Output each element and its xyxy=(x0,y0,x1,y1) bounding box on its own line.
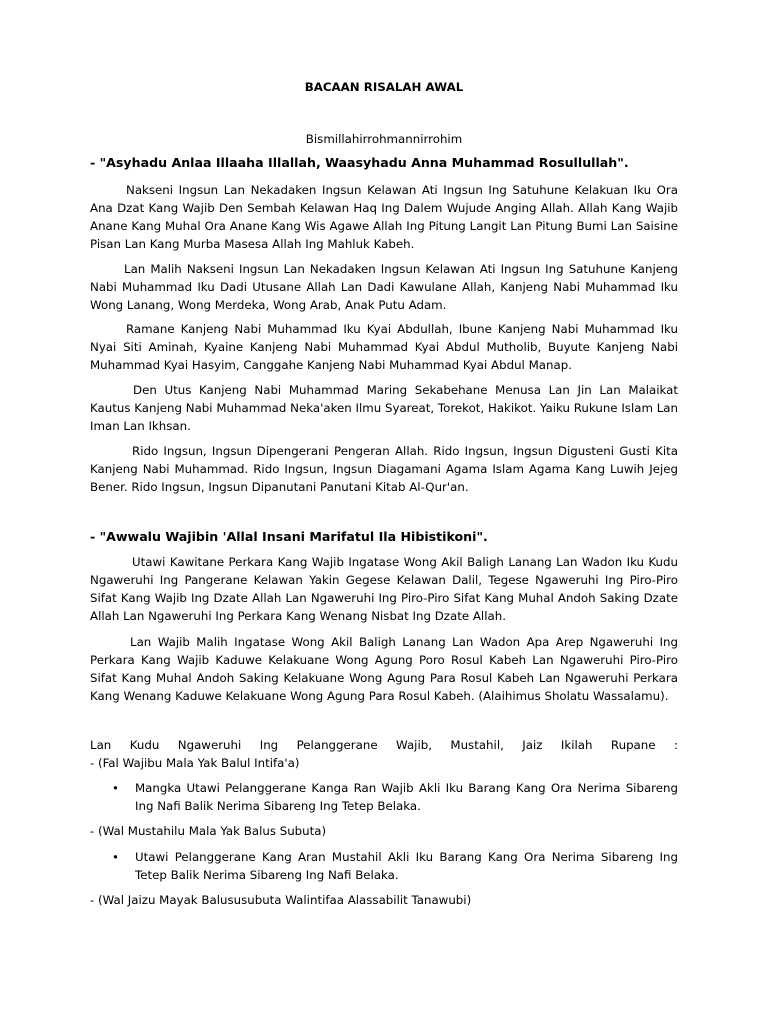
paragraph-4: Den Utus Kanjeng Nabi Muhammad Maring Sekabehane Menusa Lan Jin Lan Malaikat Kautus Kanjeng Nabi Muhammad Neka'aken Ilmu Syareat, Torekot, Hakikot. Yaiku Rukune Islam Lan Iman Lan Ikhsan. xyxy=(90,383,678,433)
paragraph-3: Ramane Kanjeng Nabi Muhammad Iku Kyai Abdullah, Ibune Kanjeng Nabi Muhammad Iku Nyai Siti Aminah, Kyaine Kanjeng Nabi Muhammad Kyai Abdul Mutholib, Buyute Kanjeng Nabi Muhammad Kyai Hasyim, Canggahe Kanjeng Nabi Muhammad Kyai Abdul Manap. xyxy=(90,322,678,372)
paragraph-5: Rido Ingsun, Ingsun Dipengerani Pengeran Allah. Rido Ingsun, Ingsun Digusteni Gusti Kita Kanjeng Nabi Muhammad. Rido Ingsun, Ingsun Diagamani Agama Islam Agama Kang Luwih Jejeg Bener. Rido Ingsun, Ingsun Dipanutani Panutani Kitab Al-Qur'an. xyxy=(90,444,678,494)
paragraph-6: Utawi Kawitane Perkara Kang Wajib Ingatase Wong Akil Baligh Lanang Lan Wadon Iku Kudu Ngaweruhi Ing Pangerane Kelawan Yakin Gegese Kelawan Dalil, Tegese Ngaweruhi Ing Piro-Piro Sifat Kang Wajib Ing Dzate Allah Lan Ngaweruhi Ing Piro-Piro Sifat Kang Muhal Andoh Saking Dzate Allah Lan Ngaweruhi Ing Perkara Kang Wenang Nisbat Ing Dzate Allah. xyxy=(90,555,678,623)
section-2-heading: - "Awwalu Wajibin 'Allal Insani Marifatul Ila Hibistikoni". xyxy=(90,529,488,544)
paragraph-7: Lan Wajib Malih Ingatase Wong Akil Baligh Lanang Lan Wadon Apa Arep Ngaweruhi Ing Perkara Kang Wajib Kaduwe Kelakuane Wong Agung Poro Rosul Kabeh Lan Ngaweruhi Piro-Piro Sifat Kang Muhal Andoh Saking Kelakuane Wong Agung Para Rosul Kabeh Lan Ngaweruhi Perkara Kang Wenang Kaduwe Kelakuane Wong Agung Para Rosul Kabeh. (Alaihimus Sholatu Wassalamu). xyxy=(90,635,678,703)
wal-mustahilu-line: - (Wal Mustahilu Mala Yak Balus Subuta) xyxy=(90,824,327,838)
wal-jaizu-line: - (Wal Jaizu Mayak Balususubuta Walintifaa Alassabilit Tanawubi) xyxy=(90,893,472,907)
bullet-item-mustahil: Utawi Pelanggerane Kang Aran Mustahil Akli Iku Barang Kang Ora Nerima Sibareng Ing Tetep Balik Nerima Sibareng Ing Nafi Belaka. xyxy=(135,850,678,882)
bullet-icon: • xyxy=(112,850,119,864)
bullet-icon: • xyxy=(112,781,119,795)
section-1-heading: - "Asyhadu Anlaa Illaaha Illallah, Waasyhadu Anna Muhammad Rosullullah". xyxy=(90,155,629,170)
fal-wajibu-line: - (Fal Wajibu Mala Yak Balul Intifa'a) xyxy=(90,756,300,770)
paragraph-1: Nakseni Ingsun Lan Nekadaken Ingsun Kelawan Ati Ingsun Ing Satuhune Kelakuan Iku Ora Ana Dzat Kang Wajib Den Sembah Kelawan Haq Ing Dalem Wujude Anging Allah. Allah Kang Wajib Anane Kang Muhal Ora Anane Kang Wis Agawe Allah Ing Pitung Langit Lan Pitung Bumi Lan Saisine Pisan Lan Kang Murba Masesa Allah Ing Mahluk Kabeh. xyxy=(90,183,678,251)
bullet-item-wajib: Mangka Utawi Pelanggerane Kanga Ran Wajib Akli Iku Barang Kang Ora Nerima Sibareng Ing Nafi Balik Nerima Sibareng Ing Tetep Belaka. xyxy=(135,781,678,813)
pelanggerane-intro-line: Lan Kudu Ngaweruhi Ing Pelanggerane Wajib, Mustahil, Jaiz Ikilah Rupane : xyxy=(90,738,678,752)
basmala-line: Bismillahirrohmannirrohim xyxy=(305,132,463,146)
document-title: BACAAN RISALAH AWAL xyxy=(304,80,464,94)
paragraph-2: Lan Malih Nakseni Ingsun Lan Nekadaken Ingsun Kelawan Ati Ingsun Ing Satuhune Kanjeng Nabi Muhammad Iku Dadi Utusane Allah Lan Dadi Kawulane Allah, Kanjeng Nabi Muhammad Iku Wong Lanang, Wong Merdeka, Wong Arab, Anak Putu Adam. xyxy=(90,262,678,312)
